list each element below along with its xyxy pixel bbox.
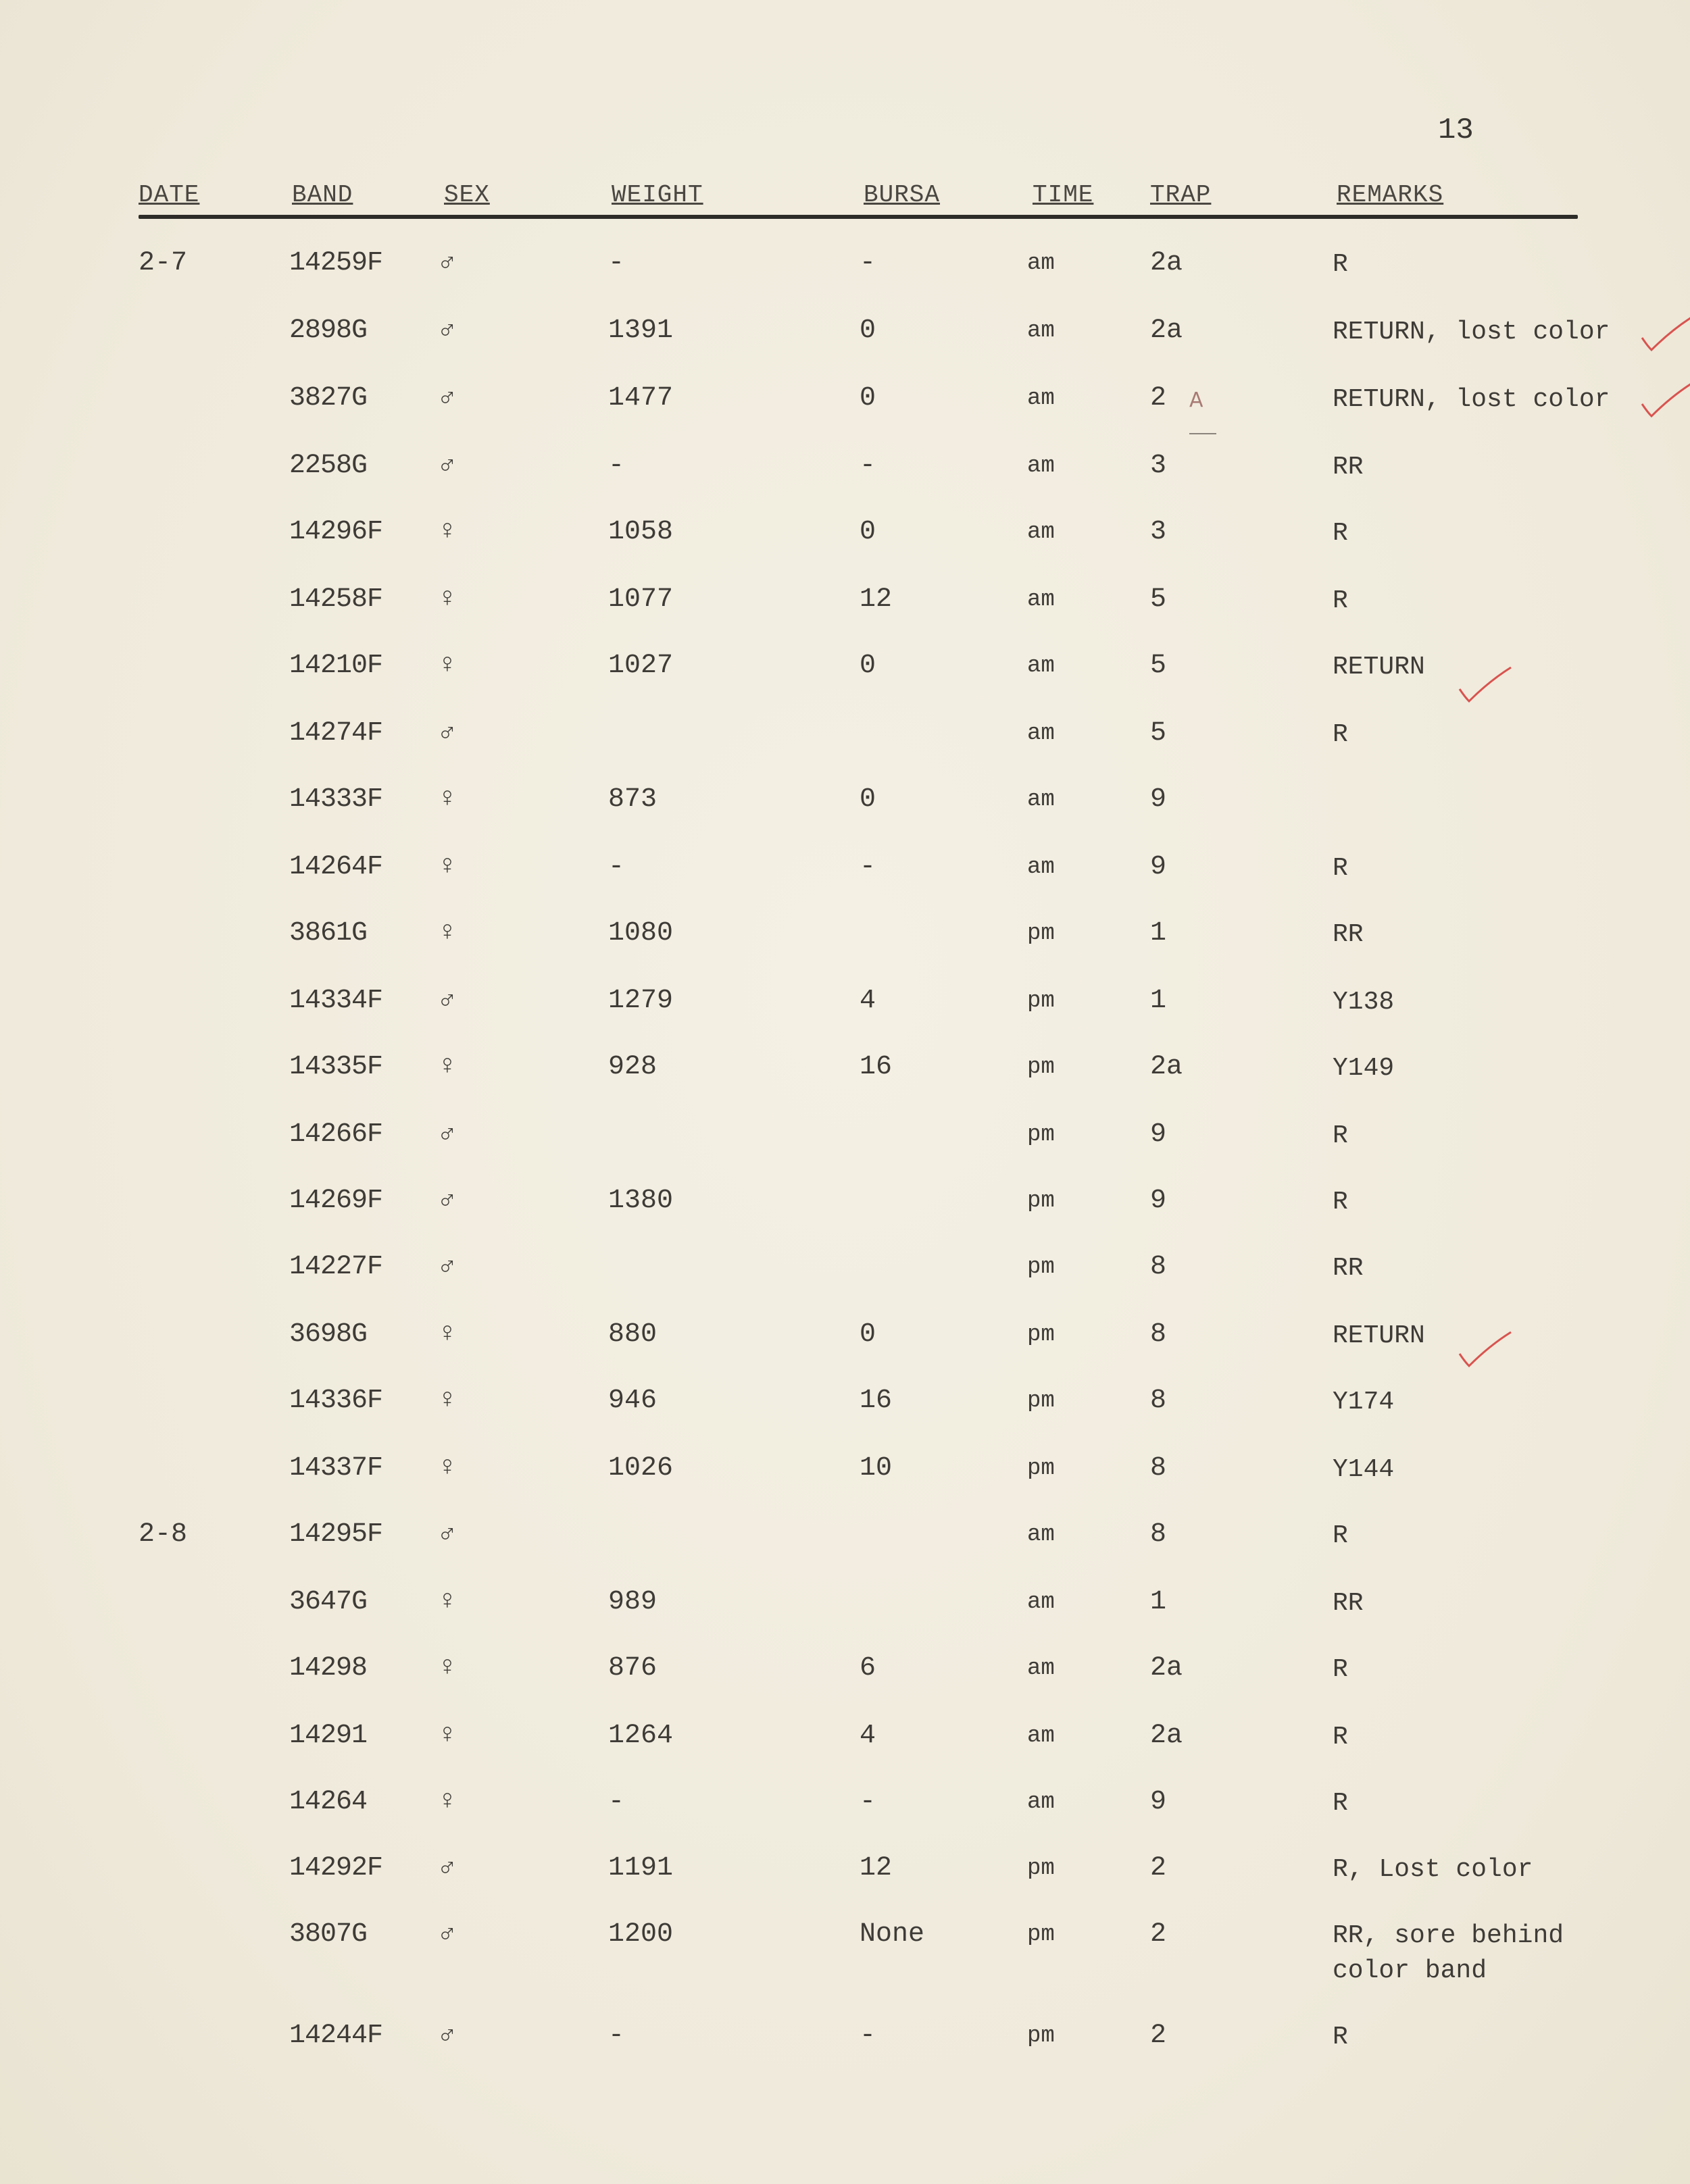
cell-weight: 989 xyxy=(608,1587,657,1617)
cell-bursa: 0 xyxy=(860,651,876,681)
table-row xyxy=(0,917,1690,971)
cell-trap: 2a xyxy=(1150,1721,1183,1751)
table-row xyxy=(0,516,1690,570)
cell-trap: 9 xyxy=(1150,1119,1167,1150)
cell-time: am xyxy=(1027,653,1055,679)
cell-band: 14264F xyxy=(289,852,383,882)
cell-band: 14295F xyxy=(289,1519,383,1550)
cell-weight: 1477 xyxy=(608,383,674,413)
cell-bursa: None xyxy=(860,1919,925,1950)
cell-time: am xyxy=(1027,519,1055,545)
table-row xyxy=(0,1786,1690,1840)
cell-bursa: 6 xyxy=(860,1653,876,1683)
cell-band: 14292F xyxy=(289,1853,383,1883)
cell-band: 14269F xyxy=(289,1186,383,1216)
cell-time: pm xyxy=(1027,921,1055,946)
header-time: TIME xyxy=(1033,181,1094,209)
table-row xyxy=(0,650,1690,704)
cell-bursa: 16 xyxy=(860,1052,893,1082)
cell-remarks: RETURN, lost color xyxy=(1333,385,1610,414)
cell-remarks: R xyxy=(1333,1121,1348,1150)
cell-sex: ♀ xyxy=(439,918,456,948)
table-row xyxy=(0,851,1690,905)
cell-weight: - xyxy=(608,451,625,481)
cell-remarks: RETURN xyxy=(1333,653,1425,682)
cell-weight: 1391 xyxy=(608,315,674,346)
cell-time: am xyxy=(1027,251,1055,276)
cell-remarks: RETURN xyxy=(1333,1321,1425,1350)
cell-sex: ♀ xyxy=(439,784,456,815)
cell-sex: ♂ xyxy=(439,1853,456,1883)
cell-weight: - xyxy=(608,852,625,882)
header-band: BAND xyxy=(292,181,353,209)
table-row xyxy=(0,717,1690,771)
cell-time: pm xyxy=(1027,2023,1055,2049)
cell-trap: 5 xyxy=(1150,718,1167,748)
cell-remarks: RETURN, lost color xyxy=(1333,318,1610,347)
cell-sex: ♀ xyxy=(439,1587,456,1617)
cell-band: 3647G xyxy=(289,1587,368,1617)
cell-weight: 1026 xyxy=(608,1453,674,1483)
header-sex: SEX xyxy=(444,181,490,209)
cell-trap: 5 xyxy=(1150,651,1167,681)
cell-trap: 2a xyxy=(1150,248,1183,278)
cell-remarks: Y144 xyxy=(1333,1455,1395,1484)
cell-bursa: - xyxy=(860,1787,876,1817)
cell-weight: 1058 xyxy=(608,517,674,547)
table-row xyxy=(0,985,1690,1039)
table-row xyxy=(0,1051,1690,1105)
cell-time: am xyxy=(1027,1590,1055,1615)
cell-trap: 9 xyxy=(1150,852,1167,882)
cell-time: pm xyxy=(1027,1456,1055,1481)
cell-remarks: R xyxy=(1333,586,1348,615)
table-row xyxy=(0,1319,1690,1373)
cell-band: 14333F xyxy=(289,784,383,815)
cell-weight: 1080 xyxy=(608,918,674,948)
cell-trap: 8 xyxy=(1150,1319,1167,1350)
table-row xyxy=(0,450,1690,504)
table-row xyxy=(0,1852,1690,1906)
cell-time: am xyxy=(1027,1789,1055,1815)
cell-remarks: R xyxy=(1333,1521,1348,1550)
header-bursa: BURSA xyxy=(864,181,941,209)
cell-band: 14335F xyxy=(289,1052,383,1082)
cell-band: 14296F xyxy=(289,517,383,547)
cell-trap: 9 xyxy=(1150,1186,1167,1216)
cell-remarks: Y138 xyxy=(1333,988,1395,1017)
table-row xyxy=(0,2020,1690,2074)
table-row xyxy=(0,315,1690,369)
cell-bursa: 0 xyxy=(860,383,876,413)
cell-sex: ♂ xyxy=(439,1186,456,1216)
cell-band: 14258F xyxy=(289,584,383,615)
cell-sex: ♂ xyxy=(439,1919,456,1950)
table-row xyxy=(0,382,1690,436)
cell-remarks: Y149 xyxy=(1333,1054,1395,1083)
cell-remarks: RR xyxy=(1333,453,1364,482)
cell-remarks: RR xyxy=(1333,1589,1364,1618)
cell-band: 3807G xyxy=(289,1919,368,1950)
cell-bursa: 10 xyxy=(860,1453,893,1483)
cell-trap: 1 xyxy=(1150,918,1167,948)
cell-band: 14291 xyxy=(289,1721,368,1751)
cell-band: 2898G xyxy=(289,315,368,346)
cell-trap: 3 xyxy=(1150,451,1167,481)
cell-band: 14337F xyxy=(289,1453,383,1483)
cell-sex: ♂ xyxy=(439,718,456,748)
cell-band: 14274F xyxy=(289,718,383,748)
cell-remarks: R xyxy=(1333,2023,1348,2052)
cell-time: am xyxy=(1027,453,1055,479)
cell-date: 2-7 xyxy=(139,248,188,278)
cell-time: pm xyxy=(1027,1388,1055,1414)
cell-trap: 8 xyxy=(1150,1453,1167,1483)
cell-sex: ♂ xyxy=(439,451,456,481)
table-row xyxy=(0,784,1690,838)
cell-time: am xyxy=(1027,855,1055,880)
cell-trap: 1 xyxy=(1150,1587,1167,1617)
cell-bursa: - xyxy=(860,2021,876,2051)
cell-weight: 1380 xyxy=(608,1186,674,1216)
cell-sex: ♀ xyxy=(439,1319,456,1350)
cell-trap: 9 xyxy=(1150,784,1167,815)
cell-trap: 2a xyxy=(1150,1052,1183,1082)
cell-sex: ♂ xyxy=(439,2021,456,2051)
cell-weight: 1027 xyxy=(608,651,674,681)
cell-sex: ♂ xyxy=(439,986,456,1016)
table-row xyxy=(0,1185,1690,1239)
cell-remarks: R, Lost color xyxy=(1333,1855,1533,1884)
cell-time: am xyxy=(1027,1723,1055,1749)
cell-time: pm xyxy=(1027,1122,1055,1148)
cell-sex: ♂ xyxy=(439,248,456,278)
cell-time: am xyxy=(1027,318,1055,344)
cell-time: am xyxy=(1027,1522,1055,1548)
cell-time: pm xyxy=(1027,988,1055,1014)
cell-time: pm xyxy=(1027,1055,1055,1080)
cell-remarks: R xyxy=(1333,1188,1348,1217)
cell-bursa: 12 xyxy=(860,1853,893,1883)
cell-bursa: 0 xyxy=(860,315,876,346)
header-date: DATE xyxy=(139,181,200,209)
cell-trap: 2 xyxy=(1150,1919,1167,1950)
header-remarks: REMARKS xyxy=(1337,181,1444,209)
cell-sex: ♂ xyxy=(439,1119,456,1150)
cell-remarks: R xyxy=(1333,1789,1348,1818)
cell-trap: 1 xyxy=(1150,986,1167,1016)
cell-sex: ♀ xyxy=(439,1653,456,1683)
cell-weight: 946 xyxy=(608,1386,657,1416)
table-row xyxy=(0,1119,1690,1173)
cell-sex: ♀ xyxy=(439,1787,456,1817)
cell-trap: 2 xyxy=(1150,383,1167,413)
cell-sex: ♂ xyxy=(439,315,456,346)
cell-bursa: 0 xyxy=(860,517,876,547)
cell-time: am xyxy=(1027,1656,1055,1681)
cell-remarks: R xyxy=(1333,1723,1348,1752)
cell-sex: ♀ xyxy=(439,1721,456,1751)
cell-time: pm xyxy=(1027,1322,1055,1348)
cell-sex: ♀ xyxy=(439,1386,456,1416)
header-weight: WEIGHT xyxy=(612,181,703,209)
cell-trap: 2 xyxy=(1150,1853,1167,1883)
cell-trap: 3 xyxy=(1150,517,1167,547)
cell-remarks: R xyxy=(1333,854,1348,883)
cell-bursa: - xyxy=(860,852,876,882)
cell-weight: 1077 xyxy=(608,584,674,615)
cell-bursa: 16 xyxy=(860,1386,893,1416)
cell-time: pm xyxy=(1027,1856,1055,1881)
cell-weight: 1191 xyxy=(608,1853,674,1883)
cell-bursa: 0 xyxy=(860,784,876,815)
cell-remarks: R xyxy=(1333,1655,1348,1684)
cell-time: am xyxy=(1027,787,1055,813)
cell-remarks: R xyxy=(1333,519,1348,548)
cell-weight: - xyxy=(608,1787,625,1817)
cell-band: 3861G xyxy=(289,918,368,948)
cell-bursa: 4 xyxy=(860,1721,876,1751)
cell-trap: 2 xyxy=(1150,2021,1167,2051)
cell-time: am xyxy=(1027,386,1055,411)
cell-sex: ♀ xyxy=(439,1453,456,1483)
cell-remarks: RR, sore behind color band xyxy=(1333,1921,1564,1985)
cell-bursa: - xyxy=(860,248,876,278)
cell-band: 14334F xyxy=(289,986,383,1016)
cell-sex: ♀ xyxy=(439,651,456,681)
cell-band: 14244F xyxy=(289,2021,383,2051)
cell-time: pm xyxy=(1027,1254,1055,1280)
cell-date: 2-8 xyxy=(139,1519,188,1550)
page-number: 13 xyxy=(1438,113,1474,147)
cell-band: 3827G xyxy=(289,383,368,413)
table-row xyxy=(0,247,1690,301)
table-row xyxy=(0,1586,1690,1640)
cell-trap: 8 xyxy=(1150,1386,1167,1416)
cell-weight: 880 xyxy=(608,1319,657,1350)
table-row xyxy=(0,1519,1690,1573)
trap-annotation: A xyxy=(1189,388,1203,412)
cell-trap: 5 xyxy=(1150,584,1167,615)
cell-trap: 2a xyxy=(1150,1653,1183,1683)
cell-weight: 1200 xyxy=(608,1919,674,1950)
cell-band: 3698G xyxy=(289,1319,368,1350)
cell-time: am xyxy=(1027,721,1055,746)
cell-remarks: R xyxy=(1333,720,1348,749)
cell-sex: ♀ xyxy=(439,852,456,882)
cell-remarks: R xyxy=(1333,250,1348,279)
cell-sex: ♀ xyxy=(439,1052,456,1082)
cell-bursa: 12 xyxy=(860,584,893,615)
cell-band: 14336F xyxy=(289,1386,383,1416)
cell-sex: ♀ xyxy=(439,584,456,615)
table-row xyxy=(0,584,1690,638)
cell-trap: 9 xyxy=(1150,1787,1167,1817)
cell-bursa: 0 xyxy=(860,1319,876,1350)
table-row xyxy=(0,1652,1690,1706)
table-row xyxy=(0,1720,1690,1774)
cell-band: 14266F xyxy=(289,1119,383,1150)
cell-sex: ♂ xyxy=(439,1519,456,1550)
cell-trap: 8 xyxy=(1150,1519,1167,1550)
cell-trap: 8 xyxy=(1150,1252,1167,1282)
table-row xyxy=(0,1385,1690,1439)
cell-time: am xyxy=(1027,587,1055,613)
cell-bursa: 4 xyxy=(860,986,876,1016)
table-row xyxy=(0,1251,1690,1305)
cell-band: 2258G xyxy=(289,451,368,481)
cell-weight: 1264 xyxy=(608,1721,674,1751)
cell-band: 14227F xyxy=(289,1252,383,1282)
cell-sex: ♀ xyxy=(439,517,456,547)
cell-weight: 928 xyxy=(608,1052,657,1082)
cell-bursa: - xyxy=(860,451,876,481)
table-row xyxy=(0,1452,1690,1506)
cell-remarks: Y174 xyxy=(1333,1388,1395,1417)
cell-band: 14298 xyxy=(289,1653,368,1683)
cell-weight: - xyxy=(608,248,625,278)
cell-sex: ♂ xyxy=(439,383,456,413)
cell-remarks: RR xyxy=(1333,920,1364,949)
cell-time: pm xyxy=(1027,1922,1055,1948)
cell-band: 14259F xyxy=(289,248,383,278)
cell-time: pm xyxy=(1027,1188,1055,1214)
cell-band: 14264 xyxy=(289,1787,368,1817)
cell-sex: ♂ xyxy=(439,1252,456,1282)
cell-band: 14210F xyxy=(289,651,383,681)
table-row xyxy=(0,1919,1690,1985)
cell-weight: 873 xyxy=(608,784,657,815)
cell-weight: 876 xyxy=(608,1653,657,1683)
cell-remarks: RR xyxy=(1333,1254,1364,1283)
cell-weight: - xyxy=(608,2021,625,2051)
header-trap: TRAP xyxy=(1150,181,1212,209)
cell-weight: 1279 xyxy=(608,986,674,1016)
cell-trap: 2a xyxy=(1150,315,1183,346)
